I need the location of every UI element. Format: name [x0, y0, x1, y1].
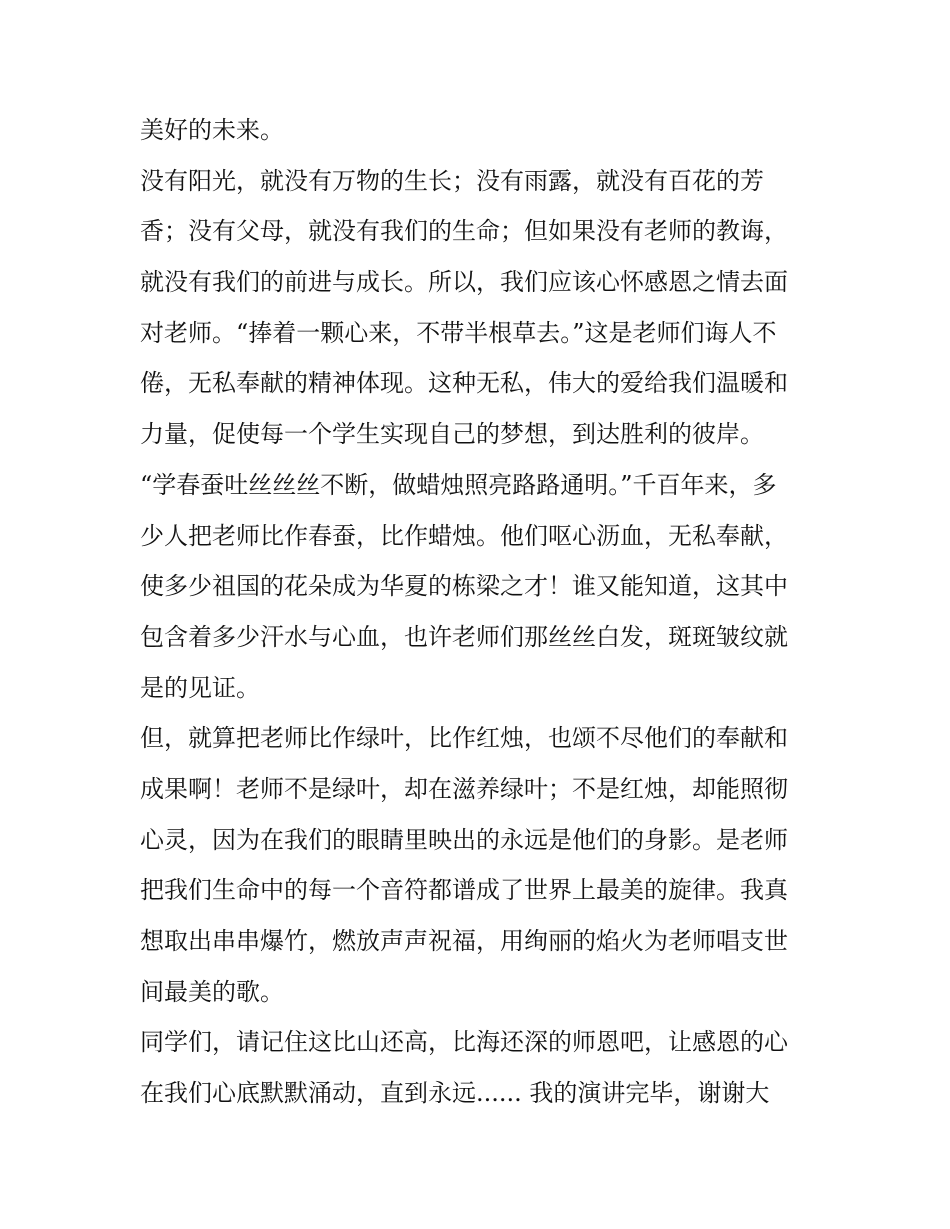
text-line: 力量，促使每一个学生实现自己的梦想，到达胜利的彼岸。: [140, 420, 764, 449]
text-line: 倦，无私奉献的精神体现。这种无私，伟大的爱给我们温暖和: [140, 369, 788, 398]
text-line: 是的见证。: [140, 673, 260, 702]
text-line: 使多少祖国的花朵成为华夏的栋梁之才！谁又能知道，这其中: [140, 572, 788, 601]
text-line: 但，就算把老师比作绿叶，比作红烛，也颂不尽他们的奉献和: [140, 724, 788, 753]
text-line: 就没有我们的前进与成长。所以，我们应该心怀感恩之情去面: [140, 268, 788, 297]
speech-text: [140, 105, 820, 1119]
text-line: 少人把老师比作春蚕，比作蜡烛。他们呕心沥血，无私奉献，: [140, 521, 788, 550]
text-line: 间最美的歌。: [140, 977, 284, 1006]
text-line: 心灵，因为在我们的眼睛里映出的永远是他们的身影。是老师: [140, 825, 788, 854]
text-line: 想取出串串爆竹，燃放声声祝福，用绚丽的焰火为老师唱支世: [140, 927, 788, 955]
text-line: 成果啊！老师不是绿叶，却在滋养绿叶；不是红烛，却能照彻: [140, 774, 788, 803]
text-line: “学春蚕吐丝丝丝不断，做蜡烛照亮路路通明。”千百年来，多: [140, 470, 777, 499]
text-line: 同学们，请记住这比山还高，比海还深的师恩吧，让感恩的心: [140, 1028, 788, 1057]
text-line: 美好的未来。: [140, 116, 284, 144]
text-line: 把我们生命中的每一个音符都谱成了世界上最美的旋律。我真: [140, 876, 788, 905]
text-line: 没有阳光，就没有万物的生长；没有雨露，就没有百花的芳: [140, 166, 764, 195]
text-line: 在我们心底默默涌动，直到永远...... 我的演讲完毕，谢谢大: [140, 1079, 770, 1108]
text-line: 包含着多少汗水与心血，也许老师们那丝丝白发，斑斑皱纹就: [140, 622, 788, 651]
text-line: 香；没有父母，就没有我们的生命；但如果没有老师的教诲，: [140, 217, 788, 246]
text-line: 对老师。“捧着一颗心来，不带半根草去。”这是老师们诲人不: [140, 318, 777, 347]
